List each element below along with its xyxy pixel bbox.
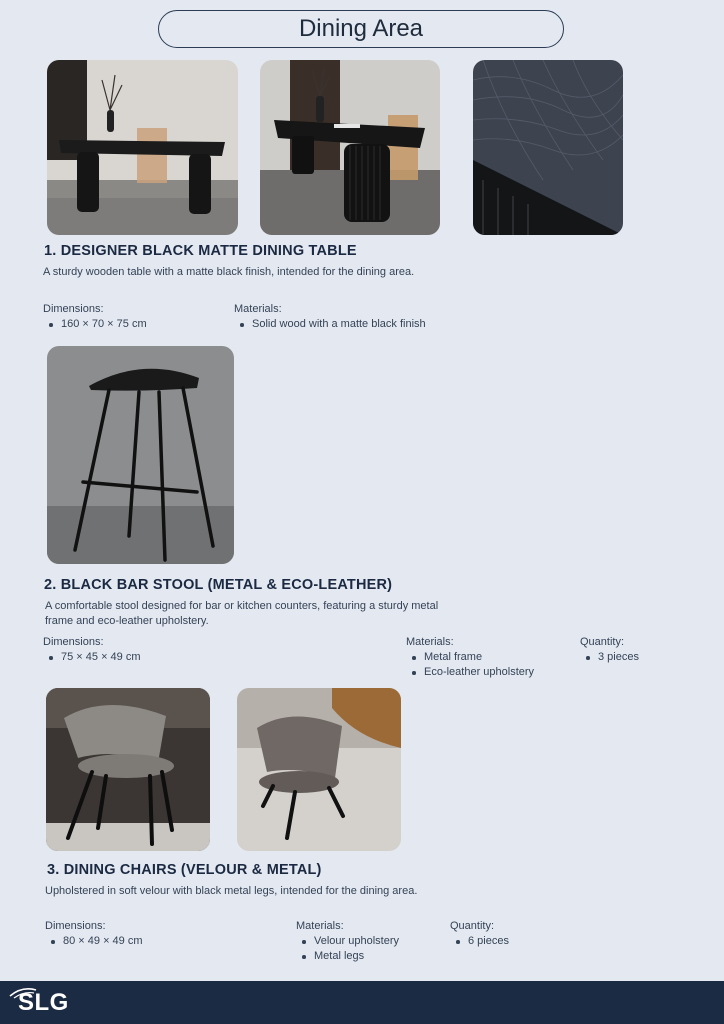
dining-table-photo-1 [47, 60, 238, 235]
item-3-description: Upholstered in soft velour with black metal legs, intended for the dining area. [45, 885, 418, 897]
list-item: 80 × 49 × 49 cm [45, 934, 143, 949]
item-3-dimensions-label: Dimensions: [45, 920, 106, 932]
footer-bar [0, 981, 724, 1024]
dining-chair-photo-2 [237, 688, 401, 851]
item-3-quantity-list [450, 934, 509, 949]
item-2-dimensions-label: Dimensions: [43, 636, 104, 648]
item-2-heading: 2. BLACK BAR STOOL (METAL & ECO-LEATHER) [44, 577, 393, 593]
item-2-materials-list [406, 650, 534, 680]
item-3-materials-list [296, 934, 399, 964]
item-2-materials-label: Materials: [406, 636, 454, 648]
item-1-materials-label: Materials: [234, 303, 282, 315]
dining-table-photo-2 [260, 60, 440, 235]
list-item: Solid wood with a matte black finish [234, 317, 426, 332]
item-2-description: A comfortable stool designed for bar or kitchen counters, featuring a sturdy metal frame and eco-leather upholstery. [45, 600, 439, 627]
list-item: Metal frame [406, 650, 534, 665]
logo[interactable]: SLG [18, 989, 69, 1016]
page-title: Dining Area [158, 10, 564, 48]
item-3-dimensions-list [45, 934, 143, 949]
item-3-heading: 3. DINING CHAIRS (VELOUR & METAL) [47, 862, 322, 878]
list-item: 3 pieces [580, 650, 639, 665]
list-item: 160 × 70 × 75 cm [43, 317, 147, 332]
item-2-quantity-list [580, 650, 639, 665]
bar-stool-photo [47, 346, 234, 564]
list-item: Metal legs [296, 949, 399, 964]
table-detail-photo [473, 60, 623, 235]
item-1-description: A sturdy wooden table with a matte black finish, intended for the dining area. [43, 266, 415, 278]
item-1-materials-list [234, 317, 426, 332]
list-item: 75 × 45 × 49 cm [43, 650, 141, 665]
item-1-heading: 1. DESIGNER BLACK MATTE DINING TABLE [44, 243, 357, 259]
list-item: Eco-leather upholstery [406, 665, 534, 680]
item-3-materials-label: Materials: [296, 920, 344, 932]
list-item: 6 pieces [450, 934, 509, 949]
item-1-dimensions-list [43, 317, 147, 332]
dining-chair-photo-1 [46, 688, 210, 851]
list-item: Velour upholstery [296, 934, 399, 949]
item-1-dimensions-label: Dimensions: [43, 303, 104, 315]
item-2-dimensions-list [43, 650, 141, 665]
item-2-quantity-label: Quantity: [580, 636, 625, 648]
item-3-quantity-label: Quantity: [450, 920, 495, 932]
